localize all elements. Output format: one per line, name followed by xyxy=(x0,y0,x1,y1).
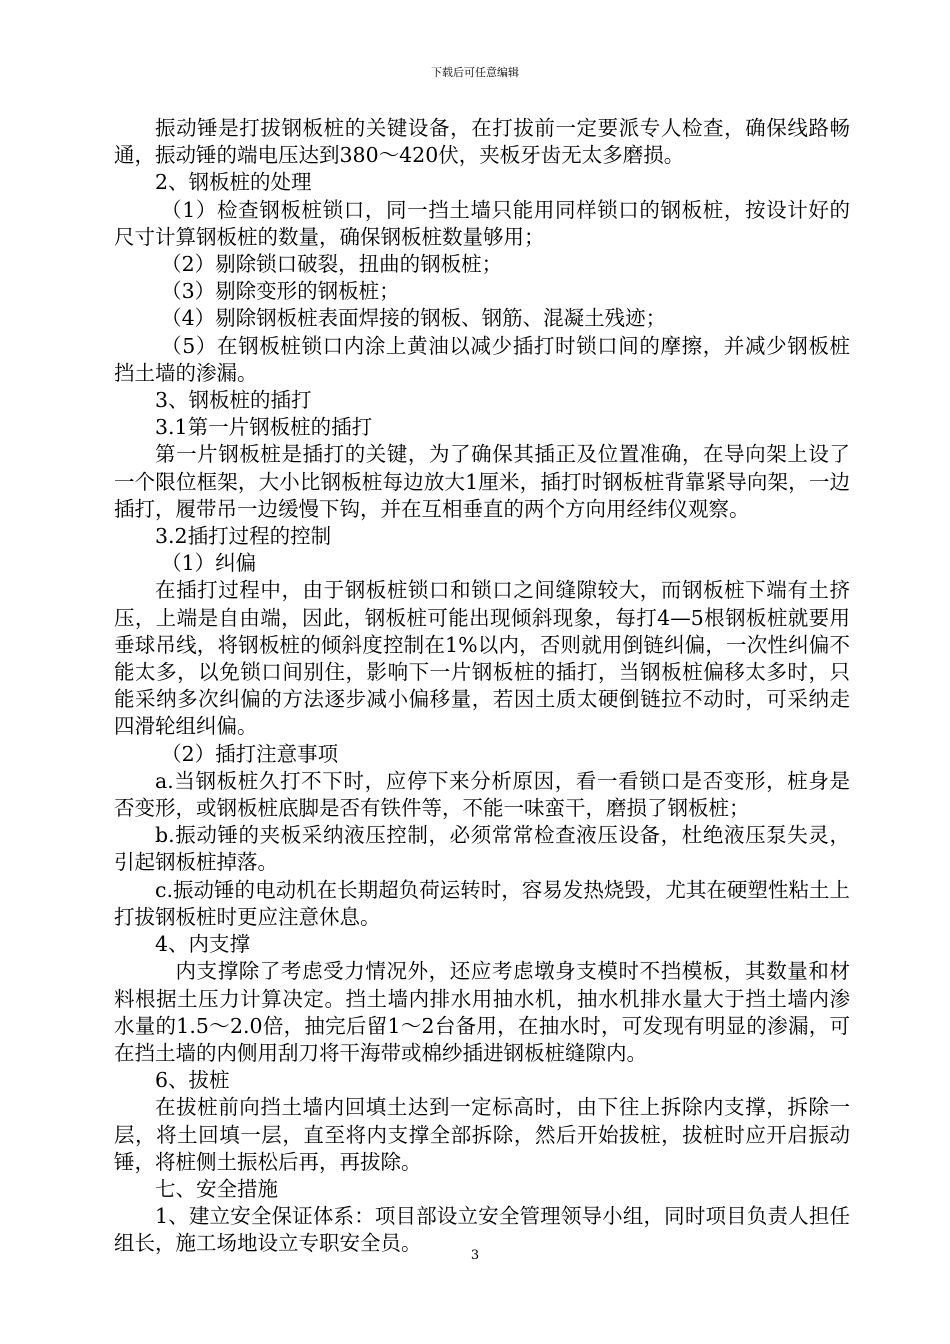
subheading-driving-control: 3.2插打过程的控制 xyxy=(155,524,332,549)
paragraph-first-pile: 第一片钢板桩是插打的关键，为了确保其插正及位置准确，在导向架上设了一个限位框架，大小比钢板桩每边放大1厘米，插打时钢板桩背靠紧导向架，一边插打，履带吊一边缓慢下钩，并在互相垂直的两个方向用经纬仪观察。 xyxy=(114,442,850,521)
document-body xyxy=(114,115,850,1258)
list-item-remove-residue: （4）剔除钢板桩表面焊接的钢板、钢筋、混凝土残迹； xyxy=(161,306,667,331)
heading-internal-support: 4、内支撑 xyxy=(155,932,251,957)
heading-sheet-pile-driving: 3、钢板桩的插打 xyxy=(155,388,312,413)
paragraph-note-b: b.振动锤的夹板采纳液压控制，必须常常检查液压设备，杜绝液压泵失灵，引起钢板桩掉落。 xyxy=(114,823,850,875)
paragraph-pile-extraction: 在拔桩前向挡土墙内回填土达到一定标高时，由下往上拆除内支撑，拆除一层，将土回填一层，直至将内支撑全部拆除，然后开始拔桩，拔桩时应开启振动锤，将桩侧土振松后再，再拔除。 xyxy=(114,1095,850,1174)
paragraph-note-c: c.振动锤的电动机在长期超负荷运转时，容易发热烧毁，尤其在硬塑性粘土上打拔钢板桩时更应注意休息。 xyxy=(114,877,850,929)
heading-pile-extraction: 6、拔桩 xyxy=(155,1068,230,1093)
subheading-correction: （1）纠偏 xyxy=(161,551,257,576)
paragraph-note-a: a.当钢板桩久打不下时，应停下来分析原因，看一看锁口是否变形，桩身是否变形，或钢板桩底脚是否有铁件等，不能一味蛮干，磨损了钢板桩； xyxy=(114,768,850,821)
list-item-apply-grease: （5）在钢板桩锁口内涂上黄油以减少插打时锁口间的摩擦，并减少钢板桩挡土墙的渗漏。 xyxy=(114,333,850,385)
subheading-first-pile: 3.1第一片钢板桩的插打 xyxy=(155,415,373,440)
list-item-remove-deformed: （3）剔除变形的钢板桩； xyxy=(161,279,400,304)
paragraph-correction: 在插打过程中，由于钢板桩锁口和锁口之间缝隙较大，而钢板桩下端有土挤压，上端是自由端，因此，钢板桩可能出现倾斜现象，每打4—5根钢板桩就要用垂球吊线，将钢板桩的倾斜度控制在1%以内，否则就用倒链纠偏，一次性纠偏不能太多，以免锁口间别住，影响下一片钢板桩的插打，当钢板桩偏移太多时，只能采纳多次纠偏的方法逐步减小偏移量，若因土质太硬倒链拉不动时，可采纳走四滑轮组纠偏。 xyxy=(114,578,850,739)
paragraph-internal-support: 内支撑除了考虑受力情况外，还应考虑墩身支模时不挡模板，其数量和材料根据土压力计算决定。挡土墙内排水用抽水机，抽水机排水量大于挡土墙内渗水量的1.5～2.0倍，抽完后留1～2台备用，在抽水时，可发现有明显的渗漏，可在挡土墙的内侧用刮刀将干海带或棉纱插进钢板桩缝隙内。 xyxy=(114,959,850,1065)
heading-safety-measures: 七、安全措施 xyxy=(155,1176,278,1201)
heading-sheet-pile-treatment: 2、钢板桩的处理 xyxy=(155,170,312,195)
subheading-driving-notes: （2）插打注意事项 xyxy=(161,741,339,766)
page-number: 3 xyxy=(470,1248,480,1263)
list-item-check-locks: （1）检查钢板桩锁口，同一挡土墙只能用同样锁口的钢板桩，按设计好的尺寸计算钢板桩的数量，确保钢板桩数量够用； xyxy=(114,197,850,249)
page-header: 下载后可任意编辑 xyxy=(431,66,519,79)
paragraph-vibratory-hammer: 振动锤是打拔钢板桩的关键设备，在打拔前一定要派专人检查，确保线路畅通，振动锤的端电压达到380～420伏，夹板牙齿无太多磨损。 xyxy=(114,116,850,168)
list-item-remove-broken: （2）剔除锁口破裂，扭曲的钢板桩； xyxy=(161,252,503,277)
paragraph-safety-system: 1、建立安全保证体系：项目部设立安全管理领导小组，同时项目负责人担任组长，施工场地设立专职安全员。 xyxy=(114,1204,850,1256)
